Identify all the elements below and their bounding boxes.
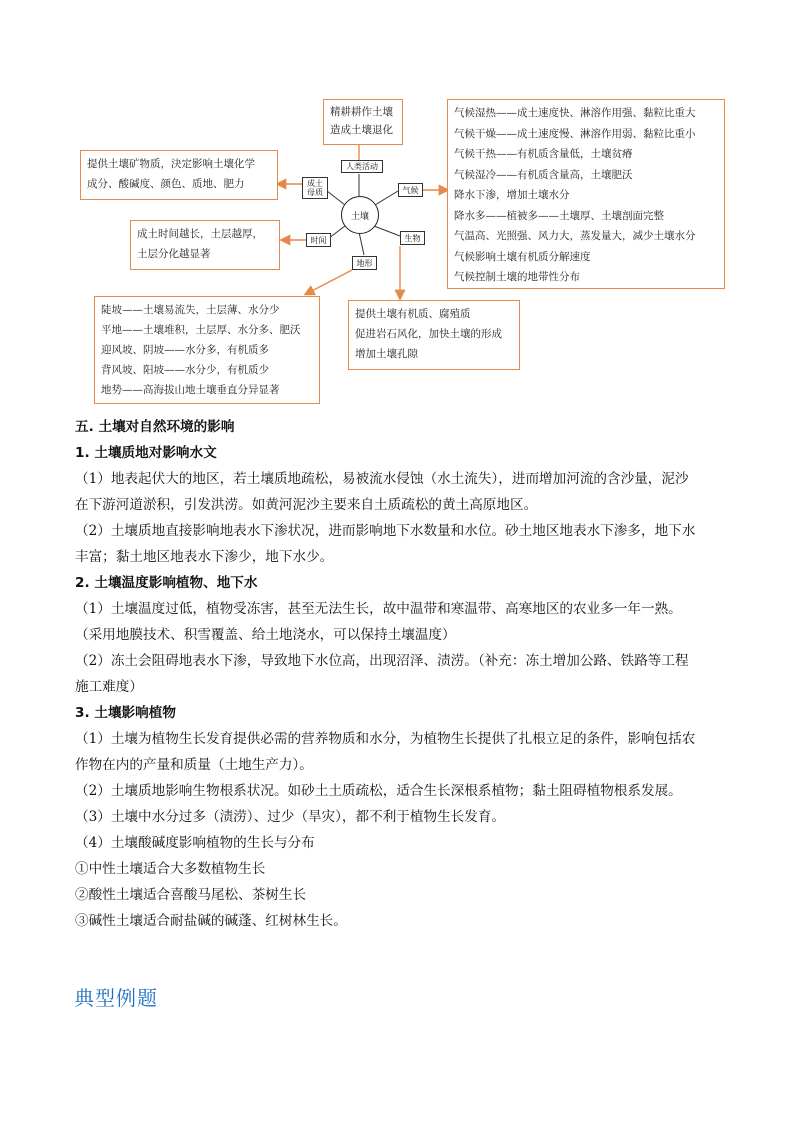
paragraph-line: ③碱性土壤适合耐盐碱的碱蓬、红树林生长。 <box>75 913 347 929</box>
paragraph-line: （3）土壤中水分过多（渍涝）、过少（旱灾），都不利于植物生长发育。 <box>75 809 506 825</box>
paragraph-line: （2）土壤质地直接影响地表水下渗状况，进而影响地下水数量和水位。砂土地区地表水下渗多，地下水 <box>75 523 696 539</box>
box-line: 增加土壤孔隙 <box>355 348 418 360</box>
paragraph-line: （1）土壤为植物生长发育提供必需的营养物质和水分，为植物生长提供了扎根立足的条件，影响包括农 <box>75 731 696 747</box>
section-content <box>75 414 735 934</box>
biology-box <box>348 300 520 370</box>
box-line: 降水下渗，增加土壤水分 <box>454 189 570 201</box>
climate-node: 气候 <box>398 183 423 197</box>
subsection-title-1: 1. 土壤质地对影响水文 <box>75 445 217 461</box>
box-line: 降水多——植被多——土壤厚、土壤剖面完整 <box>454 209 664 222</box>
paragraph-line: 施工难度） <box>75 679 143 695</box>
paragraph-line: （1）土壤温度过低，植物受冻害，甚至无法生长，故中温带和寒温带、高寒地区的农业多一年一熟。 <box>75 601 682 617</box>
parent-material-label-1: 成土 <box>307 179 323 188</box>
soil-center-node: 土壤 <box>341 196 379 234</box>
box-line: 气候干燥——成土速度慢、淋溶作用弱、黏粒比重小 <box>454 127 696 140</box>
climate-box <box>447 99 725 289</box>
section-title: 五. 土壤对自然环境的影响 <box>75 419 235 435</box>
box-line: 气温高、光照强、风力大，蒸发量大，减少土壤水分 <box>454 230 696 242</box>
biology-node: 生物 <box>400 231 425 245</box>
box-line: 背风坡、阳坡——水分少，有机质少 <box>101 364 269 376</box>
paragraph-line: ②酸性土壤适合喜酸马尾松、茶树生长 <box>75 887 307 903</box>
box-line: 迎风坡、阴坡——水分多，有机质多 <box>101 344 269 356</box>
box-line: 提供土壤矿物质，決定影响土壤化学 <box>87 158 255 170</box>
box-line: 气候控制土壤的地带性分布 <box>454 271 580 283</box>
terrain-box <box>94 296 320 404</box>
parent-material-box <box>80 150 278 200</box>
time-box <box>130 220 280 270</box>
paragraph-line: ①中性土壤适合大多数植物生长 <box>75 861 266 877</box>
paragraph-line: 作物在内的产量和质量（土地生产力）。 <box>75 757 313 773</box>
box-line: 成分、酸碱度、颜色、质地、肥力 <box>87 178 245 190</box>
subsection-title-2: 2. 土壤温度影响植物、地下水 <box>75 575 258 591</box>
human-activity-box <box>323 99 403 145</box>
parent-material-node <box>302 177 328 199</box>
box-line: 地势——高海拔山地土壤垂直分异显著 <box>101 384 280 396</box>
paragraph-line: （4）土壤酸碱度影响植物的生长与分布 <box>75 835 315 851</box>
example-heading: 典型例题 <box>74 986 158 1010</box>
paragraph-line: （2）土壤质地影响生物根系状况。如砂土土质疏松，适合生长深根系植物；黏土阻碍植物根系发展。 <box>75 783 682 799</box>
terrain-node: 地形 <box>352 256 377 270</box>
paragraph-line: 丰富；黏土地区地表水下渗少，地下水少。 <box>75 549 334 565</box>
box-line: 促进岩石风化，加快土壤的形成 <box>355 328 502 340</box>
box-line: 气候影响土壤有机质分解速度 <box>454 250 591 263</box>
box-line: 气候干热——有机质含量低，土壤贫瘠 <box>454 148 633 160</box>
box-line: 土层分化越显著 <box>137 248 211 260</box>
time-node: 时间 <box>306 233 331 247</box>
box-line: 平地——土壤堆积，土层厚、水分多、肥沃 <box>101 324 301 336</box>
subsection-title-3: 3. 土壤影响植物 <box>75 705 176 721</box>
human-activity-node: 人类活动 <box>341 160 383 173</box>
box-line: 成土时间越长，土层越厚， <box>137 228 263 240</box>
paragraph-line: （1）地表起伏大的地区，若土壤质地疏松，易被流水侵蚀（水土流失），进而增加河流的含沙量，泥沙 <box>75 471 689 487</box>
parent-material-label-2: 母质 <box>307 188 323 197</box>
paragraph-line: （2）冻土会阻碍地表水下渗，导致地下水位高，出现沼泽、渍涝。（补充：冻土增加公路、铁路等工程 <box>75 653 689 669</box>
box-line: 造成土壤退化 <box>330 124 393 136</box>
box-line: 陡坡——土壤易流失，土层薄、水分少 <box>101 304 280 316</box>
box-line: 精耕耕作土壤 <box>330 106 393 118</box>
soil-factor-diagram <box>0 0 800 410</box>
box-line: 气候湿热——成土速度快、淋溶作用强、黏粒比重大 <box>454 107 696 119</box>
box-line: 提供土壤有机质、腐殖质 <box>355 308 471 320</box>
paragraph-line: 在下游河道淤积，引发洪涝。如黄河泥沙主要来自土质疏松的黄土高原地区。 <box>75 497 538 513</box>
paragraph-line: （采用地膜技术、积雪覆盖、给土地浇水，可以保持土壤温度） <box>75 627 456 643</box>
box-line: 气候湿冷——有机质含量高，土壤肥沃 <box>454 168 633 181</box>
